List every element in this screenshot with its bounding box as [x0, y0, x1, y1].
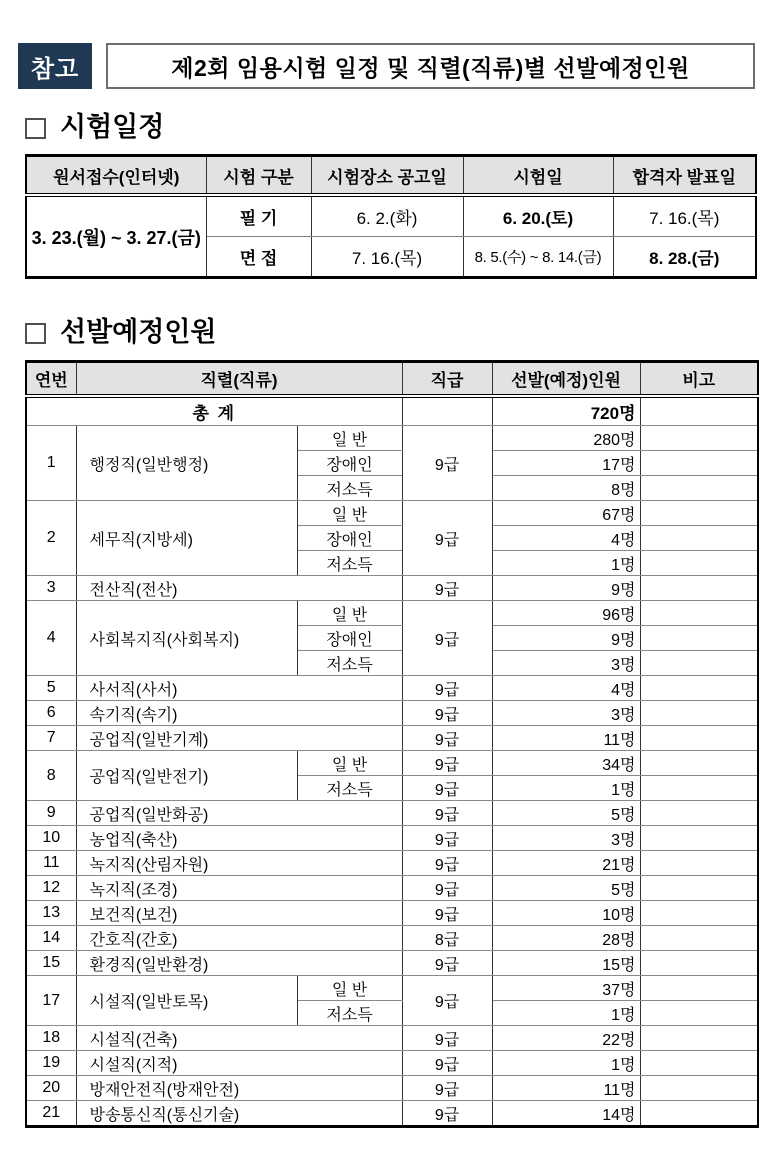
grade-cell: 9급 [402, 851, 492, 876]
count-cell: 11명 [492, 726, 640, 751]
grade-cell: 9급 [402, 976, 492, 1026]
count-cell: 14명 [492, 1101, 640, 1127]
recruitment-row [26, 601, 758, 626]
note-cell [640, 396, 758, 426]
count-cell: 10명 [492, 901, 640, 926]
series-name-cell: 공업직(일반화공) [76, 801, 402, 826]
col-header-serial: 연번 [26, 362, 76, 397]
note-cell [640, 476, 758, 501]
grade-cell: 9급 [402, 801, 492, 826]
count-cell: 96명 [492, 601, 640, 626]
recruitment-row [26, 1026, 758, 1051]
exam-date-cell: 6. 20.(토) [463, 195, 613, 237]
grade-cell: 9급 [402, 1051, 492, 1076]
recruitment-row [26, 901, 758, 926]
row-number-cell: 6 [26, 701, 76, 726]
note-cell [640, 1076, 758, 1101]
row-number-cell: 10 [26, 826, 76, 851]
row-number-cell: 9 [26, 801, 76, 826]
count-cell: 15명 [492, 951, 640, 976]
grade-cell: 9급 [402, 776, 492, 801]
col-header-application: 원서접수(인터넷) [26, 156, 206, 196]
recruitment-row [26, 801, 758, 826]
col-header-note: 비고 [640, 362, 758, 397]
grade-cell: 9급 [402, 576, 492, 601]
row-number-cell: 5 [26, 676, 76, 701]
subcategory-cell: 일 반 [297, 751, 402, 776]
series-name-cell: 공업직(일반전기) [76, 751, 297, 801]
subcategory-cell: 일 반 [297, 601, 402, 626]
row-number-cell: 12 [26, 876, 76, 901]
row-number-cell: 14 [26, 926, 76, 951]
note-cell [640, 876, 758, 901]
col-header-venue-notice: 시험장소 공고일 [311, 156, 463, 196]
series-name-cell: 농업직(축산) [76, 826, 402, 851]
series-name-cell: 행정직(일반행정) [76, 426, 297, 501]
col-header-exam-date: 시험일 [463, 156, 613, 196]
note-cell [640, 901, 758, 926]
row-number-cell: 7 [26, 726, 76, 751]
recruitment-row [26, 576, 758, 601]
total-label-cell: 총 계 [26, 396, 402, 426]
note-cell [640, 1101, 758, 1127]
recruitment-row [26, 676, 758, 701]
count-cell: 28명 [492, 926, 640, 951]
series-name-cell: 간호직(간호) [76, 926, 402, 951]
series-name-cell: 시설직(지적) [76, 1051, 402, 1076]
venue-notice-cell: 6. 2.(화) [311, 195, 463, 237]
col-header-exam-type: 시험 구분 [206, 156, 311, 196]
count-cell: 5명 [492, 801, 640, 826]
series-name-cell: 사회복지직(사회복지) [76, 601, 297, 676]
recruitment-row [26, 426, 758, 451]
series-name-cell: 시설직(건축) [76, 1026, 402, 1051]
note-cell [640, 501, 758, 526]
count-cell: 3명 [492, 651, 640, 676]
note-cell [640, 951, 758, 976]
series-name-cell: 보건직(보건) [76, 901, 402, 926]
note-cell [640, 776, 758, 801]
application-period-cell: 3. 23.(월) ~ 3. 27.(금) [26, 195, 206, 278]
count-cell: 3명 [492, 826, 640, 851]
subcategory-cell: 일 반 [297, 976, 402, 1001]
subcategory-cell: 저소득 [297, 776, 402, 801]
series-name-cell: 공업직(일반기계) [76, 726, 402, 751]
count-cell: 9명 [492, 626, 640, 651]
grade-cell: 9급 [402, 1026, 492, 1051]
grade-cell: 9급 [402, 751, 492, 776]
count-cell: 280명 [492, 426, 640, 451]
count-cell: 1명 [492, 776, 640, 801]
grade-cell: 9급 [402, 951, 492, 976]
result-date-cell: 8. 28.(금) [613, 237, 756, 278]
subcategory-cell: 장애인 [297, 526, 402, 551]
note-cell [640, 451, 758, 476]
subcategory-cell: 저소득 [297, 551, 402, 576]
count-cell: 21명 [492, 851, 640, 876]
count-cell: 37명 [492, 976, 640, 1001]
recruitment-row [26, 951, 758, 976]
schedule-row-written [26, 195, 756, 237]
count-cell: 8명 [492, 476, 640, 501]
recruitment-row [26, 501, 758, 526]
col-header-result-date: 합격자 발표일 [613, 156, 756, 196]
count-cell: 34명 [492, 751, 640, 776]
schedule-table [25, 154, 757, 279]
series-name-cell: 방재안전직(방재안전) [76, 1076, 402, 1101]
note-cell [640, 526, 758, 551]
exam-date-cell: 8. 5.(수) ~ 8. 14.(금) [463, 237, 613, 278]
row-number-cell: 3 [26, 576, 76, 601]
note-cell [640, 851, 758, 876]
count-cell: 9명 [492, 576, 640, 601]
row-number-cell: 20 [26, 1076, 76, 1101]
total-row [26, 396, 758, 426]
grade-cell: 9급 [402, 1101, 492, 1127]
row-number-cell: 1 [26, 426, 76, 501]
recruitment-row [26, 751, 758, 776]
grade-cell: 9급 [402, 501, 492, 576]
count-cell: 67명 [492, 501, 640, 526]
count-cell: 4명 [492, 526, 640, 551]
grade-cell: 8급 [402, 926, 492, 951]
page-title: 제2회 임용시험 일정 및 직렬(직류)별 선발예정인원 [106, 43, 755, 89]
row-number-cell: 2 [26, 501, 76, 576]
grade-cell: 9급 [402, 601, 492, 676]
count-cell: 1명 [492, 1001, 640, 1026]
count-cell: 1명 [492, 1051, 640, 1076]
recruitment-row [26, 926, 758, 951]
grade-cell: 9급 [402, 826, 492, 851]
col-header-count: 선발(예정)인원 [492, 362, 640, 397]
series-name-cell: 전산직(전산) [76, 576, 402, 601]
note-cell [640, 976, 758, 1001]
schedule-header-row [26, 156, 756, 196]
exam-type-cell: 필 기 [206, 195, 311, 237]
note-cell [640, 751, 758, 776]
note-cell [640, 576, 758, 601]
recruitment-row [26, 976, 758, 1001]
count-cell: 3명 [492, 701, 640, 726]
recruitment-row [26, 1101, 758, 1127]
note-cell [640, 676, 758, 701]
square-bullet-icon [25, 118, 46, 139]
recruitment-row [26, 851, 758, 876]
exam-type-cell: 면 접 [206, 237, 311, 278]
col-header-grade: 직급 [402, 362, 492, 397]
recruitment-table-body [26, 396, 758, 1127]
note-cell [640, 601, 758, 626]
note-cell [640, 926, 758, 951]
note-cell [640, 626, 758, 651]
subcategory-cell: 저소득 [297, 476, 402, 501]
venue-notice-cell: 7. 16.(목) [311, 237, 463, 278]
row-number-cell: 18 [26, 1026, 76, 1051]
section-heading-label: 선발예정인원 [60, 317, 217, 347]
count-cell: 1명 [492, 551, 640, 576]
subcategory-cell: 일 반 [297, 501, 402, 526]
note-cell [640, 726, 758, 751]
series-name-cell: 사서직(사서) [76, 676, 402, 701]
grade-cell: 9급 [402, 901, 492, 926]
count-cell: 5명 [492, 876, 640, 901]
subcategory-cell: 장애인 [297, 626, 402, 651]
count-cell: 22명 [492, 1026, 640, 1051]
reference-badge: 참고 [18, 43, 92, 89]
row-number-cell: 13 [26, 901, 76, 926]
recruitment-table [25, 360, 759, 1128]
recruitment-row [26, 726, 758, 751]
note-cell [640, 826, 758, 851]
grade-cell: 9급 [402, 876, 492, 901]
series-name-cell: 녹지직(산림자원) [76, 851, 402, 876]
note-cell [640, 1026, 758, 1051]
document-header [18, 43, 755, 89]
note-cell [640, 1051, 758, 1076]
recruitment-row [26, 826, 758, 851]
section-heading-label: 시험일정 [60, 112, 165, 142]
section-heading-recruitment [25, 319, 779, 346]
subcategory-cell: 저소득 [297, 651, 402, 676]
row-number-cell: 15 [26, 951, 76, 976]
count-cell: 11명 [492, 1076, 640, 1101]
subcategory-cell: 저소득 [297, 1001, 402, 1026]
series-name-cell: 시설직(일반토목) [76, 976, 297, 1026]
recruitment-row [26, 876, 758, 901]
series-name-cell: 녹지직(조경) [76, 876, 402, 901]
grade-cell: 9급 [402, 726, 492, 751]
series-name-cell: 방송통신직(통신기술) [76, 1101, 402, 1127]
result-date-cell: 7. 16.(목) [613, 195, 756, 237]
row-number-cell: 11 [26, 851, 76, 876]
count-cell: 720명 [492, 396, 640, 426]
grade-cell: 9급 [402, 426, 492, 501]
note-cell [640, 651, 758, 676]
series-name-cell: 환경직(일반환경) [76, 951, 402, 976]
grade-cell: 9급 [402, 701, 492, 726]
note-cell [640, 1001, 758, 1026]
note-cell [640, 701, 758, 726]
grade-cell: 9급 [402, 676, 492, 701]
square-bullet-icon [25, 323, 46, 344]
row-number-cell: 4 [26, 601, 76, 676]
section-heading-schedule [25, 114, 779, 141]
subcategory-cell: 장애인 [297, 451, 402, 476]
recruitment-row [26, 1076, 758, 1101]
row-number-cell: 8 [26, 751, 76, 801]
recruitment-header-row [26, 362, 758, 397]
count-cell: 17명 [492, 451, 640, 476]
grade-cell [402, 396, 492, 426]
row-number-cell: 21 [26, 1101, 76, 1127]
recruitment-row [26, 701, 758, 726]
series-name-cell: 세무직(지방세) [76, 501, 297, 576]
recruitment-row [26, 1051, 758, 1076]
note-cell [640, 551, 758, 576]
note-cell [640, 426, 758, 451]
row-number-cell: 19 [26, 1051, 76, 1076]
series-name-cell: 속기직(속기) [76, 701, 402, 726]
row-number-cell: 17 [26, 976, 76, 1026]
col-header-series: 직렬(직류) [76, 362, 402, 397]
note-cell [640, 801, 758, 826]
subcategory-cell: 일 반 [297, 426, 402, 451]
count-cell: 4명 [492, 676, 640, 701]
grade-cell: 9급 [402, 1076, 492, 1101]
